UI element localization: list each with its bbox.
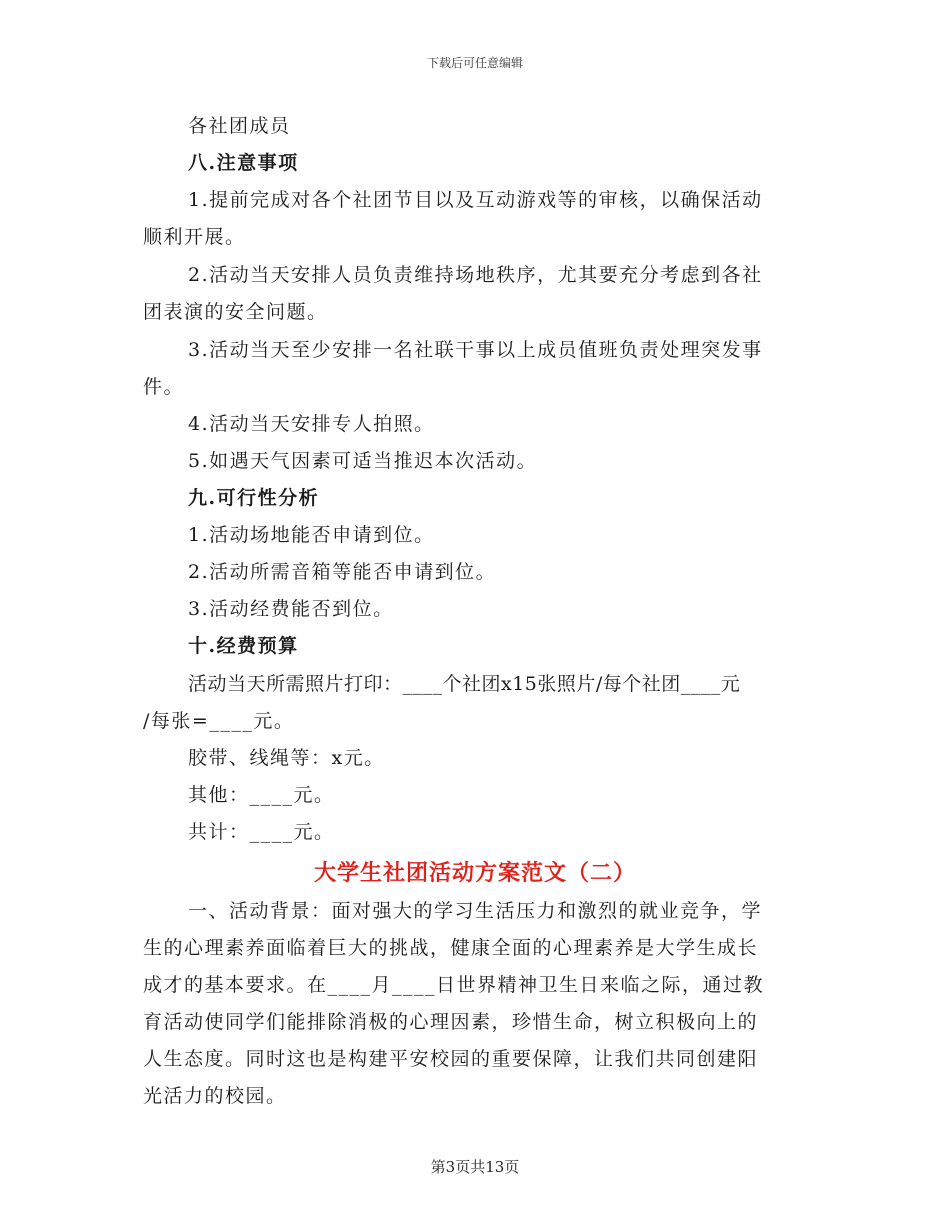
text-line: 团表演的安全问题。 — [143, 301, 328, 323]
page-header: 下载后可任意编辑 — [426, 56, 523, 70]
text-line: 顺利开展。 — [143, 226, 246, 248]
text-line: 成才的基本要求。在____月____日世界精神卫生日来临之际，通过教 — [143, 974, 765, 996]
text-line: 胶带、线绳等：x元。 — [188, 747, 385, 769]
text-line: 2.活动当天安排人员负责维持场地秩序，尤其要充分考虑到各社 — [188, 264, 763, 286]
section-title: 大学生社团活动方案范文（二） — [313, 860, 636, 886]
text-line: 活动当天所需照片打印：____个社团x15张照片/每个社团____元 — [188, 673, 741, 695]
text-line: 4.活动当天安排专人拍照。 — [188, 413, 435, 435]
text-line: 各社团成员 — [188, 115, 291, 137]
text-line: 其他：____元。 — [188, 784, 335, 806]
text-line: 件。 — [143, 376, 185, 398]
page-footer: 第3页共13页 — [430, 1158, 520, 1176]
text-line: 1.提前完成对各个社团节目以及互动游戏等的审核，以确保活动 — [188, 189, 763, 211]
text-line: 人生态度。同时这也是构建平安校园的重要保障，让我们共同创建阳 — [143, 1048, 759, 1070]
text-line: 一、活动背景：面对强大的学习生活压力和激烈的就业竞争，学 — [188, 900, 763, 922]
section-heading: 九.可行性分析 — [188, 487, 320, 509]
text-line: 1.活动场地能否申请到位。 — [188, 524, 435, 546]
text-line: /每张=____元。 — [143, 710, 295, 732]
section-heading: 八.注意事项 — [188, 152, 299, 174]
text-line: 5.如遇天气因素可适当推迟本次活动。 — [188, 450, 538, 472]
text-line: 光活力的校园。 — [143, 1085, 287, 1107]
text-line: 3.活动经费能否到位。 — [188, 598, 394, 620]
text-line: 2.活动所需音箱等能否申请到位。 — [188, 561, 497, 583]
text-line: 生的心理素养面临着巨大的挑战，健康全面的心理素养是大学生成长 — [143, 937, 759, 959]
text-line: 3.活动当天至少安排一名社联干事以上成员值班负责处理突发事 — [188, 339, 763, 361]
text-line: 育活动使同学们能排除消极的心理因素，珍惜生命，树立积极向上的 — [143, 1011, 759, 1033]
section-heading: 十.经费预算 — [188, 635, 299, 657]
text-line: 共计：____元。 — [188, 821, 335, 843]
